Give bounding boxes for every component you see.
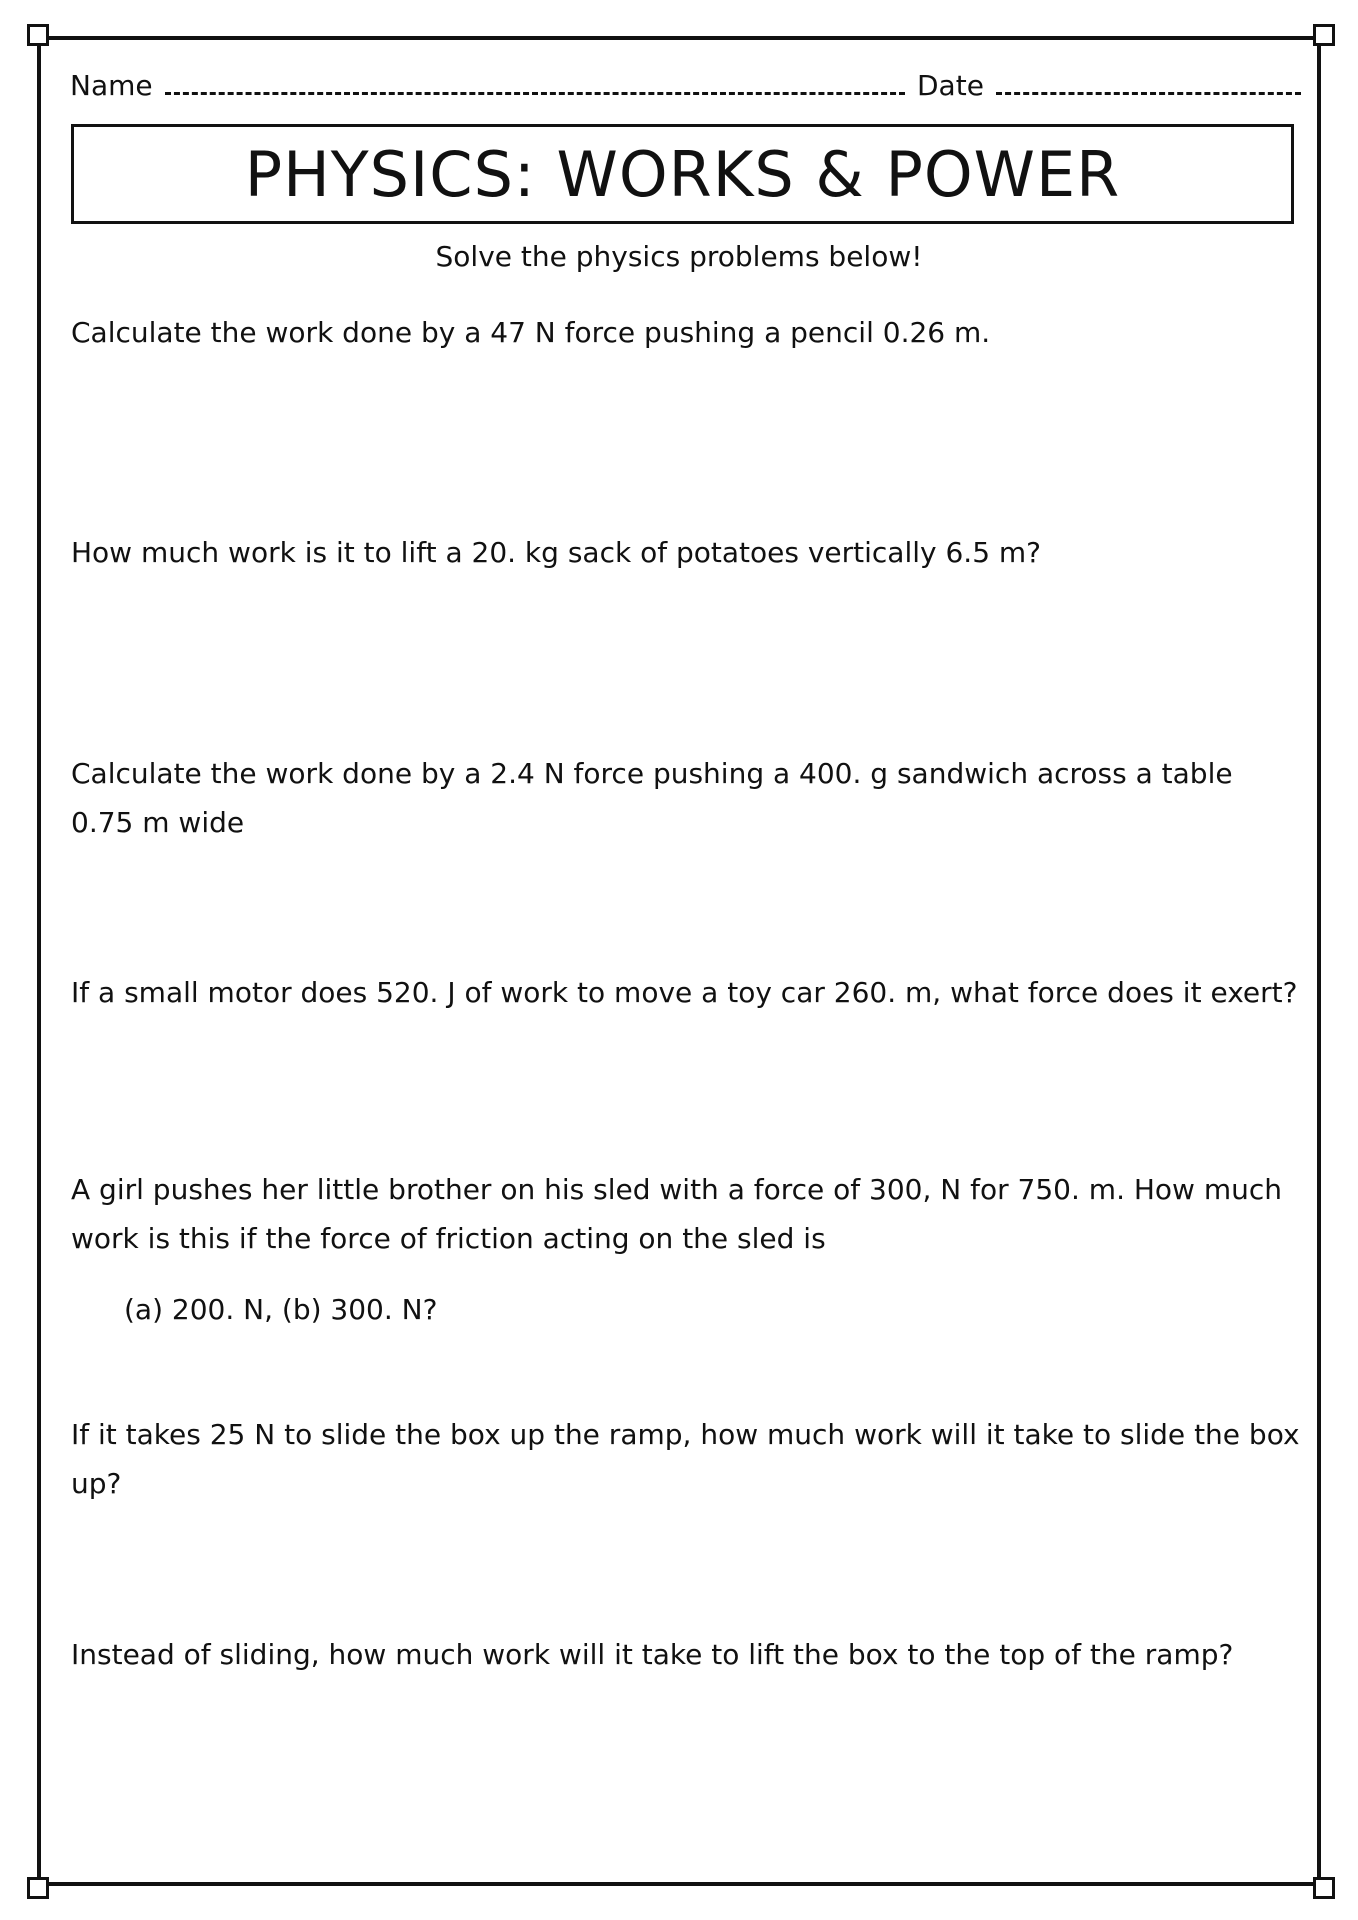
question-4: If a small motor does 520. J of work to move a toy car 260. m, what force does it exert?	[71, 976, 1298, 1009]
question-3: Calculate the work done by a 2.4 N force pushing a 400. g sandwich across a table 0.75 m wide	[71, 757, 1233, 839]
worksheet-title: PHYSICS: WORKS & POWER	[244, 137, 1121, 211]
name-field-row	[70, 66, 905, 102]
name-label: Name	[70, 69, 153, 102]
corner-square-top-left	[27, 24, 49, 46]
date-field-row	[917, 66, 1301, 102]
name-blank-line[interactable]	[165, 66, 905, 95]
question-1: Calculate the work done by a 47 N force pushing a pencil 0.26 m.	[71, 316, 991, 349]
date-label: Date	[917, 69, 984, 102]
title-box	[71, 124, 1294, 224]
question-7: Instead of sliding, how much work will it take to lift the box to the top of the ramp?	[71, 1638, 1234, 1671]
question-6: If it takes 25 N to slide the box up the ramp, how much work will it take to slide the box up?	[71, 1418, 1300, 1500]
corner-square-top-right	[1313, 24, 1335, 46]
corner-square-bottom-left	[27, 1877, 49, 1899]
question-5-parts: (a) 200. N, (b) 300. N?	[124, 1293, 438, 1326]
question-2: How much work is it to lift a 20. kg sack of potatoes vertically 6.5 m?	[71, 536, 1042, 569]
corner-square-bottom-right	[1313, 1877, 1335, 1899]
question-5: A girl pushes her little brother on his sled with a force of 300, N for 750. m. How much work is this if the force of friction acting on the sled is	[71, 1173, 1283, 1255]
date-blank-line[interactable]	[996, 66, 1301, 95]
instructions: Solve the physics problems below!	[435, 240, 923, 273]
